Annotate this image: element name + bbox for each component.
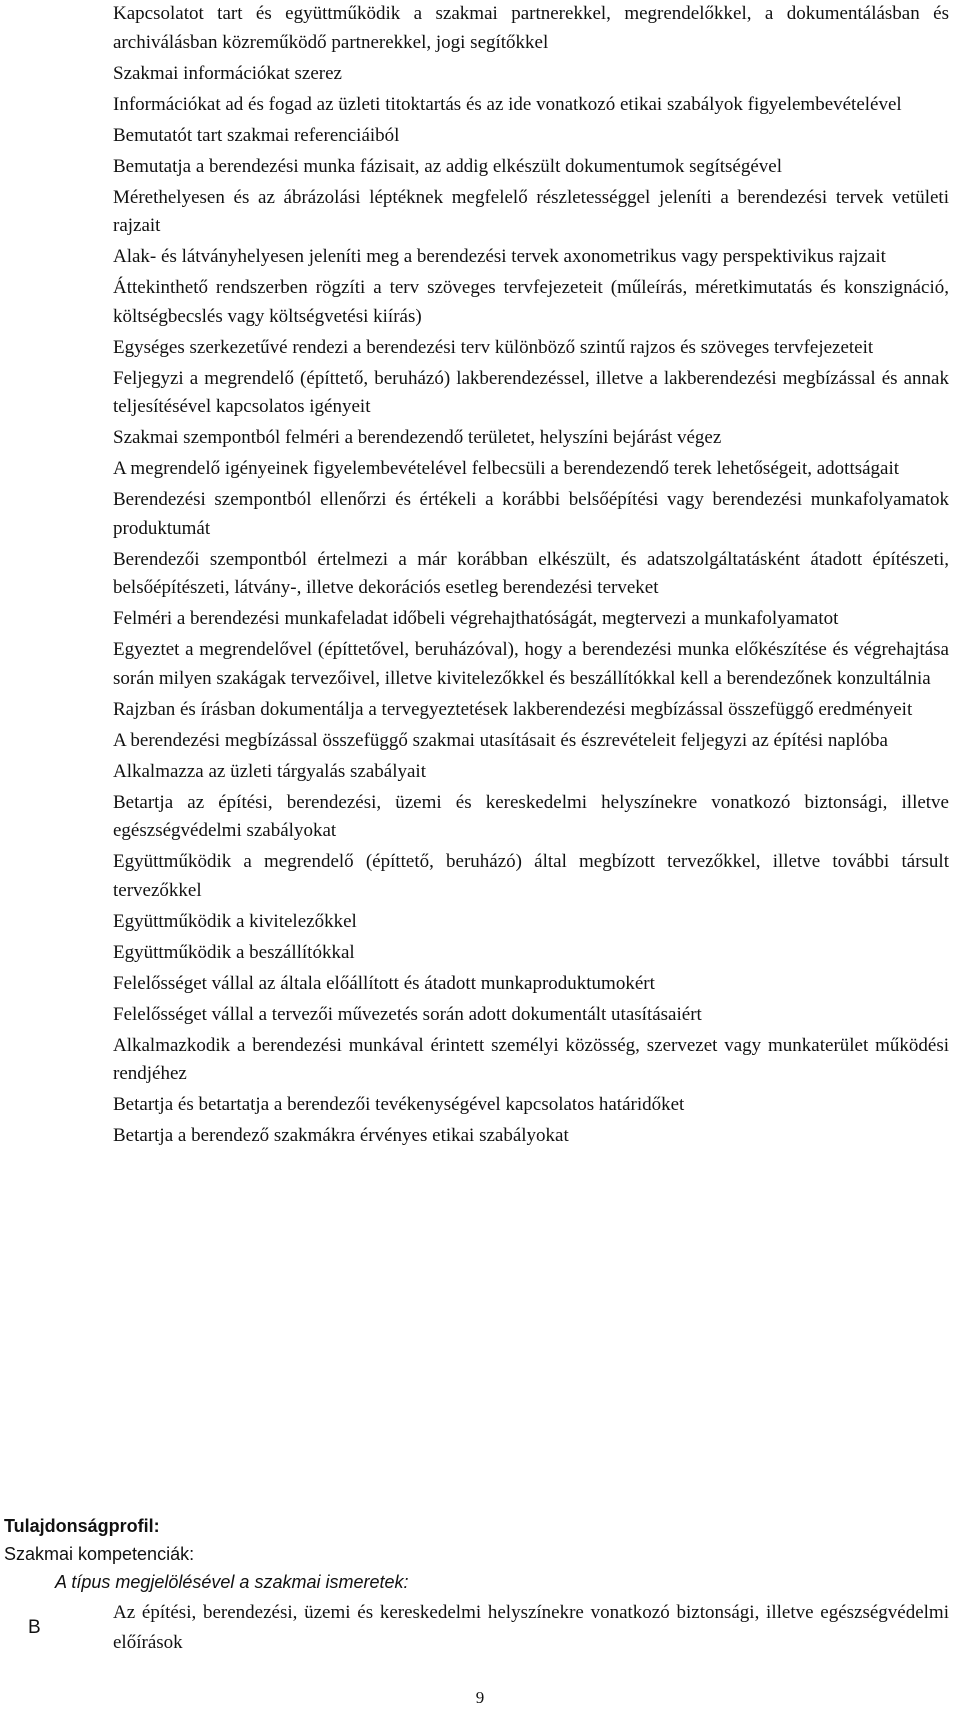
page-number: 9 xyxy=(475,1688,485,1707)
list-item: Betartja az építési, berendezési, üzemi és kereskedelmi helyszínekre vonatkozó biztonsági, illetve egészségvédelmi szabályokat xyxy=(113,791,949,841)
list-item: Szakmai szempontból felméri a berendezendő területet, helyszíni bejárást végez xyxy=(113,427,722,448)
list-item: Felelősséget vállal az általa előállított és átadott munkaproduktumokért xyxy=(113,972,655,994)
list-item: Alkalmazza az üzleti tárgyalás szabályait xyxy=(113,760,426,782)
task-list xyxy=(113,0,949,1153)
list-item: Bemutatót tart szakmai referenciáiból xyxy=(113,124,400,146)
knowledge-row xyxy=(4,1598,950,1658)
list-item: A megrendelő igényeinek figyelembevételével felbecsüli a berendezendő terek lehetőségeit, adottságait xyxy=(113,458,900,479)
list-item: Bemutatja a berendezési munka fázisait, az addig elkészült dokumentumok segítségével xyxy=(113,155,782,177)
list-item: A berendezési megbízással összefüggő szakmai utasításait és észrevételeit feljegyzi az építési naplóba xyxy=(113,729,888,751)
list-item: Információkat ad és fogad az üzleti titoktartás és az ide vonatkozó etikai szabályok figyelembevételével xyxy=(113,93,902,115)
list-item: Egységes szerkezetűvé rendezi a berendezési terv különböző szintű rajzos és szöveges tervfejezeteit xyxy=(113,336,874,358)
list-item: Együttműködik a kivitelezőkkel xyxy=(113,910,357,932)
list-item: Berendezői szempontból értelmezi a már korábban elkészült, és adatszolgáltatásként átadott építészeti, belsőépítészeti, látvány-, illetve dekorációs esetleg berendezési terveket xyxy=(113,548,949,598)
profile-subtitle: Szakmai kompetenciák: xyxy=(4,1544,195,1564)
list-item: Együttműködik a megrendelő (építtető, beruházó) által megbízott tervezőkkel, illetve további társult tervezőkkel xyxy=(113,851,949,901)
list-item: Alak- és látványhelyesen jeleníti meg a berendezési tervek axonometrikus vagy perspektivikus rajzait xyxy=(113,246,886,267)
list-item: Kapcsolatot tart és együttműködik a szakmai partnerekkel, megrendelőkkel, a dokumentálásban és archiválásban közreműködő partnerekkel, jogi segítőkkel xyxy=(113,3,949,53)
list-item: Berendezési szempontból ellenőrzi és értékeli a korábbi belsőépítési vagy berendezési munkafolyamatok produktumát xyxy=(113,489,949,539)
list-item: Felelősséget vállal a tervezői művezetés során adott dokumentált utasításaiért xyxy=(113,1003,702,1025)
list-item: Betartja és betartatja a berendezői tevékenységével kapcsolatos határidőket xyxy=(113,1094,685,1115)
list-item: Egyeztet a megrendelővel (építtetővel, beruházóval), hogy a berendezési munka előkészítése és végrehajtása során milyen szakágak tervezőivel, illetve kivitelezőkkel és beszállítókkal kell a berendezőnek konzultálnia xyxy=(113,639,949,689)
list-item: Alkalmazkodik a berendezési munkával érintett személyi közösség, szervezet vagy munkaterület működési rendjéhez xyxy=(113,1034,949,1084)
profile-title: Tulajdonságprofil: xyxy=(4,1516,160,1536)
property-profile-section xyxy=(4,1512,950,1658)
list-item: Betartja a berendező szakmákra érvényes etikai szabályokat xyxy=(113,1125,569,1146)
knowledge-text: Az építési, berendezési, üzemi és kereskedelmi helyszínekre vonatkozó biztonsági, illetve egészségvédelmi előírások xyxy=(113,1602,949,1653)
type-heading: A típus megjelölésével a szakmai ismeretek: xyxy=(55,1572,409,1592)
list-item: Rajzban és írásban dokumentálja a tervegyeztetések lakberendezési megbízással összefüggő eredményeit xyxy=(113,698,913,720)
list-item: Felméri a berendezési munkafeladat időbeli végrehajthatóságát, megtervezi a munkafolyamatot xyxy=(113,608,839,629)
list-item: Mérethelyesen és az ábrázolási léptéknek megfelelő részletességgel jeleníti a berendezési tervek vetületi rajzait xyxy=(113,186,949,236)
list-item: Együttműködik a beszállítókkal xyxy=(113,941,355,963)
knowledge-level: B xyxy=(28,1617,41,1638)
list-item: Szakmai információkat szerez xyxy=(113,62,342,84)
list-item: Feljegyzi a megrendelő (építtető, beruházó) lakberendezéssel, illetve a lakberendezési megbízással és annak teljesítésével kapcsolatos igényeit xyxy=(113,367,949,417)
list-item: Áttekinthető rendszerben rögzíti a terv szöveges tervfejezeteit (műleírás, méretkimutatás és konszignáció, költségbecslés vagy költségvetési kiírás) xyxy=(113,277,949,327)
